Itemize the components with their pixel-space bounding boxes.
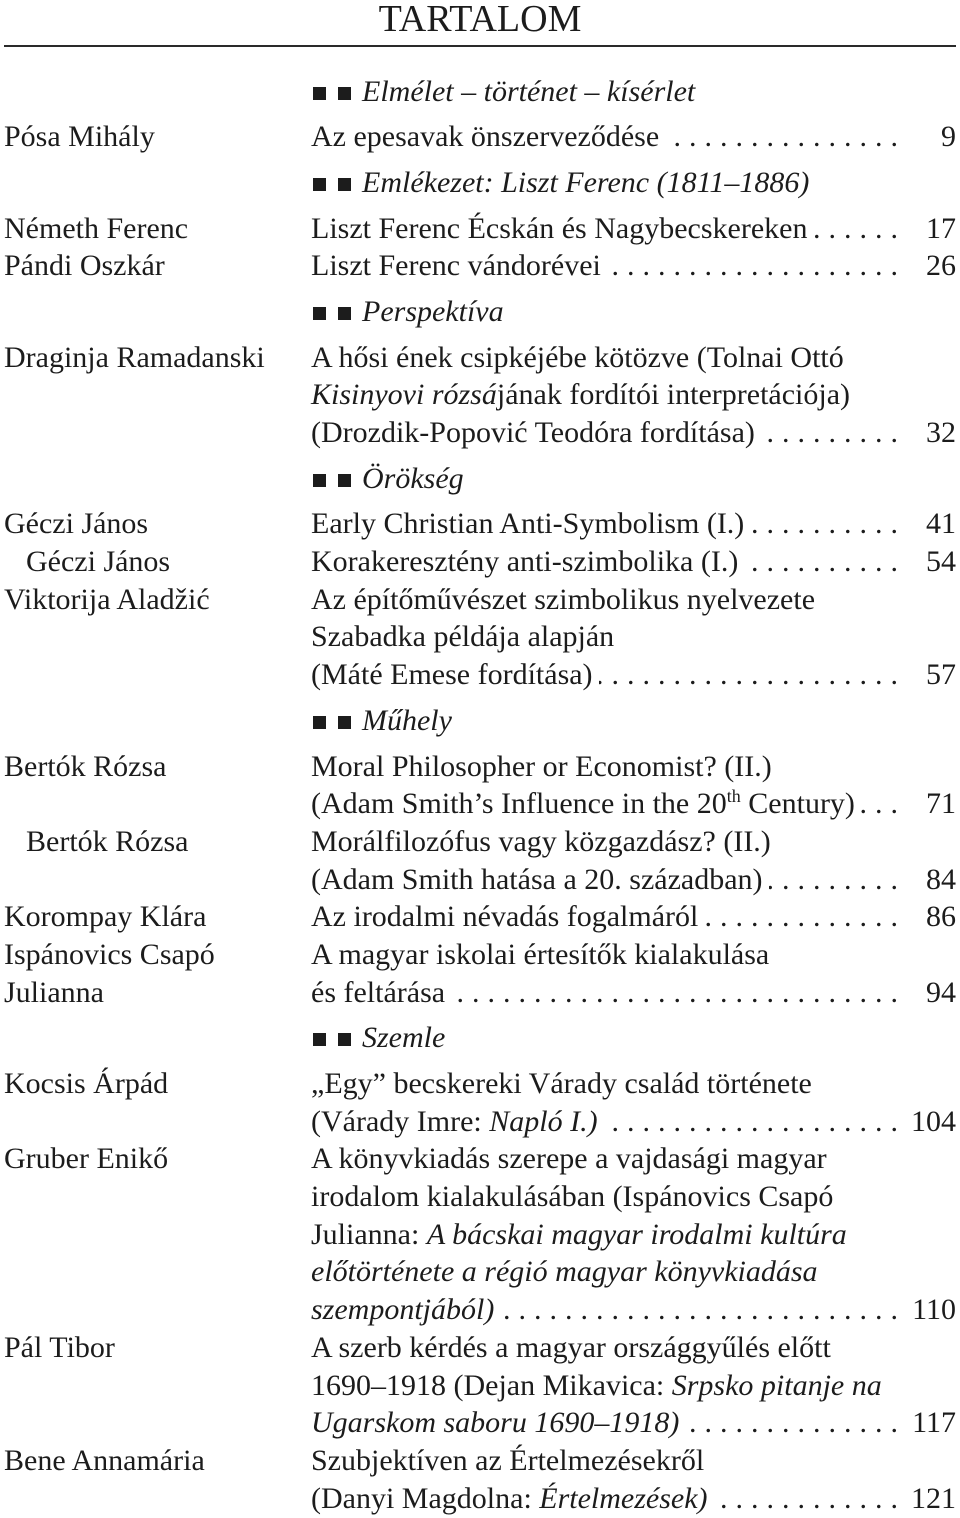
section-heading-spacer [4,460,311,498]
entry-author-line: Draginja Ramadanski [4,340,265,374]
page-number: 86 [926,900,956,934]
entry-author-line: Ispánovics Csapó [4,937,215,971]
entry-title-text [311,656,593,694]
page-number: 121 [911,1481,956,1515]
page-number: 26 [926,249,956,283]
entry-title-segment: Moral Philosopher or Economist? (II.) [311,749,772,783]
section-heading-text: Elmélet – történet – kísérlet [362,74,696,108]
square-bullet-icon [338,178,351,191]
square-bullet-icon [338,474,351,487]
entry-title-line [311,247,956,285]
entry-title-text [311,1331,831,1364]
entry-title [311,1442,956,1517]
section-heading-content [311,460,956,498]
entry-author-line: Viktorija Aladžić [4,582,210,616]
entry-title-text [311,1103,598,1141]
dot-leader [769,861,906,899]
square-bullet-icon [313,87,326,100]
page-number: 104 [911,1104,956,1138]
entry-title-text [311,785,855,823]
entry-title-text [311,1291,494,1329]
entry-title-segment: Az építőművészet szimbolikus nyelvezete [311,582,816,616]
entry-title-line [311,339,956,377]
entry-title-segment: Szabadka példája alapján [311,620,615,654]
entry-author-line: Bene Annamária [4,1443,205,1477]
toc-entry [4,748,956,823]
entry-title-line [311,1329,956,1367]
square-bullet-icon [313,178,326,191]
entry-author [4,118,311,156]
entry-title-italic: Értelmezések) [539,1481,708,1515]
entry-title [311,505,956,543]
entry-author [4,823,311,898]
dot-leader [714,1480,906,1518]
entry-author-line: Pándi Oszkár [4,249,165,283]
entry-title-segment: Az epesavak önszerveződése [311,120,660,154]
entry-title-line [311,1103,956,1141]
dot-leader [704,898,906,936]
section-heading [4,285,956,339]
toc-entry [4,823,956,898]
entry-author [4,505,311,543]
entry-title [311,543,956,581]
entry-author-line: Géczi János [4,507,149,541]
entry-author [4,748,311,823]
section-heading-content [311,164,956,202]
entry-title-line [311,656,956,694]
entry-author [4,898,311,936]
page-number: 117 [912,1406,956,1440]
square-bullet-icon [313,307,326,320]
entry-title-text [311,1180,833,1213]
entry-title-text [311,898,698,936]
entry-title-segment: Julianna: [311,1217,427,1251]
entry-title-segment: jának fordítói interpretációja) [496,378,851,412]
entry-author [4,1442,311,1517]
toc-entry [4,210,956,248]
dot-leader [813,210,906,248]
entry-author [4,210,311,248]
square-bullet-icon [338,716,351,729]
entry-author [4,339,311,452]
entry-title-segment: (Adam Smith hatása a 20. században) [311,862,763,896]
entry-title-line [311,618,956,656]
entry-title-line [311,1140,956,1178]
entry-title-segment: „Egy” becskereki Várady család története [311,1067,812,1100]
entry-title [311,1329,956,1442]
entry-title [311,898,956,936]
toc-entry [4,247,956,285]
entry-title-text [311,938,769,971]
entry-author-line: Németh Ferenc [4,211,189,245]
entry-title-segment: Morálfilozófus vagy közgazdász? (II.) [311,824,771,858]
entry-title-text [311,247,601,285]
entry-title-text [311,505,744,543]
toc-entry [4,1442,956,1517]
entry-title-segment: (Danyi Magdolna: [311,1481,540,1515]
entry-title-text [311,1067,812,1100]
entry-title-line [311,210,956,248]
entry-title-text [311,1218,847,1251]
entry-title-segment: irodalom kialakulásában (Ispánovics Csapó [311,1180,834,1214]
entry-author-line: Pál Tibor [4,1330,115,1364]
page-number: 41 [926,507,956,541]
square-bullet-icon [313,716,326,729]
entry-title-line [311,505,956,543]
entry-title-line [311,414,956,452]
entry-title-text [311,378,850,411]
entry-title-segment: A magyar iskolai értesítők kialakulása [311,937,770,971]
entry-title-line [311,376,956,414]
page-number: 71 [926,787,956,821]
entry-title-italic: Srpsko pitanje na [671,1368,882,1402]
entry-title-line [311,861,956,899]
dot-leader [761,414,906,452]
section-heading-spacer [4,164,311,202]
entry-author-line: Bertók Rózsa [4,749,167,783]
entry-title-text [311,341,844,374]
section-heading-text: Örökség [362,461,464,495]
entry-title-text [311,825,771,858]
entry-author-line: Korompay Klára [4,900,207,934]
entry-author [4,1140,311,1328]
section-heading-text: Műhely [362,703,452,737]
toc-entry [4,118,956,156]
entry-title-line [311,1404,956,1442]
section-heading-content [311,73,956,111]
entry-title-segment: Szubjektíven az Értelmezésekről [311,1443,705,1477]
entry-title-italic: A bácskai magyar irodalmi kultúra [426,1217,847,1251]
dot-leader [861,785,906,823]
section-heading-text: Perspektíva [362,294,504,328]
entry-title-segment: (Drozdik-Popović Teodóra fordítása) [311,416,755,449]
entry-author-line: Géczi János [26,545,171,579]
entry-author [4,581,311,694]
entry-title-segment: Early Christian Anti-Symbolism (I.) [311,507,745,541]
entry-title [311,339,956,452]
toc-entry [4,936,956,1011]
section-heading-spacer [4,293,311,331]
section-heading-spacer [4,702,311,740]
section-heading [4,1011,956,1065]
entry-title-line [311,118,956,156]
entry-title-line [311,1253,956,1291]
entry-title [311,1140,956,1328]
dot-leader [599,656,906,694]
page-number: 57 [926,658,956,692]
entry-title-segment: és feltárása [311,975,446,1009]
entry-title-line [311,823,956,861]
entry-author [4,247,311,285]
entry-title-line [311,936,956,974]
entry-title-text [311,543,738,581]
page-number: 84 [926,862,956,896]
entry-title-italic: szempontjából) [311,1293,495,1327]
section-heading [4,65,956,119]
toc-entry [4,505,956,543]
section-heading-text: Szemle [362,1021,446,1055]
section-heading-spacer [4,1019,311,1057]
section-heading-content [311,293,956,331]
page-number: 94 [926,975,956,1009]
dot-leader [685,1404,906,1442]
entry-title-line [311,1442,956,1480]
section-heading [4,452,956,506]
entry-title-italic: Napló I.) [489,1104,598,1138]
entry-title-text [311,1142,827,1175]
entry-title-segment: Century) [740,787,855,821]
toc-list [4,65,956,1518]
page-title: TARTALOM [378,0,582,40]
entry-title-italic: Kisinyovi rózsá [311,378,497,412]
section-heading [4,156,956,210]
entry-title-segment: Korakeresztény anti-szimbolika (I.) [311,545,739,579]
entry-title [311,118,956,156]
entry-title-text [311,1480,708,1518]
entry-author [4,936,311,1011]
page-number: 32 [926,416,956,449]
entry-author [4,543,311,581]
entry-title-text [311,414,755,452]
entry-title-line [311,543,956,581]
entry-title-line [311,974,956,1012]
square-bullet-icon [313,1033,326,1046]
ordinal-superscript: th [726,786,741,807]
entry-title-line [311,1216,956,1254]
entry-title-line [311,1065,956,1103]
toc-entry [4,1065,956,1140]
page-number: 17 [926,211,956,245]
toc-entry [4,898,956,936]
toc-entry [4,543,956,581]
entry-title [311,210,956,248]
square-bullet-icon [338,1033,351,1046]
entry-title-segment: Liszt Ferenc vándorévei [311,249,601,283]
entry-title-segment: Az irodalmi névadás fogalmáról [311,900,699,934]
entry-title-text [311,583,815,616]
entry-title [311,1065,956,1140]
entry-title-segment: A könyvkiadás szerepe a vajdasági magyar [311,1142,827,1176]
entry-title [311,936,956,1011]
section-heading [4,694,956,748]
page-number: 9 [941,120,956,154]
section-heading-spacer [4,73,311,111]
entry-title [311,581,956,694]
entry-title-line [311,581,956,619]
entry-title [311,247,956,285]
page-number: 110 [912,1293,956,1327]
entry-title-text [311,750,772,783]
entry-title-line [311,898,956,936]
square-bullet-icon [313,474,326,487]
entry-title-segment: 1690–1918 (Dejan Mikavica: [311,1368,672,1402]
toc-entry [4,339,956,452]
entry-title-italic: előtörténete a régió magyar könyvkiadása [311,1255,818,1289]
entry-author-line: Pósa Mihály [4,120,155,154]
entry-title-line [311,785,956,823]
entry-title-segment: (Adam Smith’s Influence in the 20 [311,787,727,821]
entry-author-line: Gruber Enikő [4,1142,169,1176]
section-heading-text: Emlékezet: Liszt Ferenc (1811–1886) [362,165,810,199]
entry-title-line [311,1291,956,1329]
dot-leader [451,974,906,1012]
dot-leader [604,1103,906,1141]
entry-title-segment: (Máté Emese fordítása) [311,658,593,692]
section-heading-content [311,1019,956,1057]
entry-title-line [311,1178,956,1216]
entry-title-segment: Liszt Ferenc Écskán és Nagybecskereken [311,211,808,245]
dot-leader [500,1291,906,1329]
entry-title-text [311,118,659,156]
entry-title-line [311,748,956,786]
square-bullet-icon [338,87,351,100]
entry-title-text [311,1369,882,1402]
square-bullet-icon [338,307,351,320]
entry-title-line [311,1480,956,1518]
entry-title [311,748,956,823]
entry-title-segment: A hősi ének csipkéjébe kötözve (Tolnai Ottó [311,340,844,374]
entry-title-segment: A szerb kérdés a magyar országgyűlés előtt [311,1330,831,1364]
entry-title-text [311,1404,679,1442]
entry-title-line [311,1367,956,1405]
entry-title-text [311,861,763,899]
dot-leader [744,543,906,581]
dot-leader [665,118,906,156]
toc-entry [4,581,956,694]
entry-author-line: Bertók Rózsa [26,824,189,858]
page-number: 54 [926,545,956,579]
entry-author [4,1329,311,1442]
entry-author [4,1065,311,1140]
entry-title-text [311,1255,818,1288]
toc-entry [4,1140,956,1328]
entry-title-text [311,620,614,653]
entry-title-segment: (Várady Imre: [311,1104,490,1138]
entry-author-line: Kocsis Árpád [4,1067,169,1100]
entry-author-line: Julianna [4,975,104,1009]
dot-leader [607,247,906,285]
toc-entry [4,1329,956,1442]
entry-title-text [311,974,445,1012]
entry-title-italic: Ugarskom saboru 1690–1918) [311,1406,680,1440]
dot-leader [750,505,906,543]
entry-title [311,823,956,898]
section-heading-content [311,702,956,740]
entry-title-text [311,1444,704,1477]
title-divider [4,45,956,47]
entry-title-text [311,210,807,248]
